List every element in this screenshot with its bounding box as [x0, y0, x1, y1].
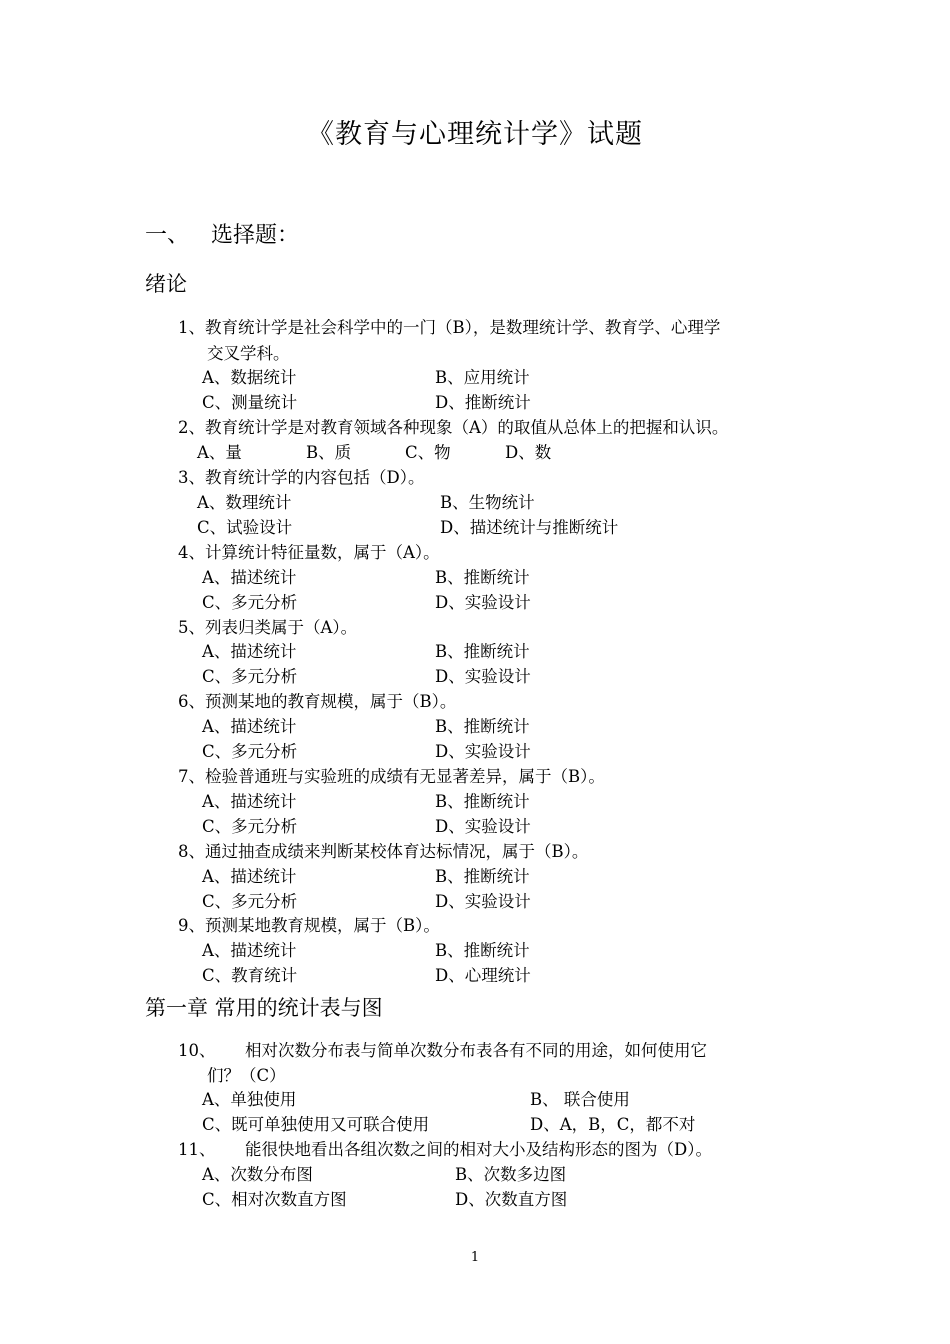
question-8-text: 8、通过抽查成绩来判断某校体育达标情况，属于（B）。 — [178, 842, 589, 861]
q8-option-d: D、实验设计 — [435, 892, 531, 911]
document-title: 《教育与心理统计学》试题 — [307, 119, 643, 150]
q9-option-a: A、描述统计 — [202, 941, 297, 960]
q5-option-d: D、实验设计 — [435, 667, 531, 686]
q1-option-b: B、应用统计 — [435, 368, 530, 387]
q3-option-a: A、数理统计 — [197, 493, 292, 512]
q9-option-d: D、心理统计 — [435, 966, 531, 985]
q2-option-c: C、物 — [405, 443, 451, 462]
q6-option-b: B、推断统计 — [435, 717, 530, 736]
section-heading — [145, 218, 299, 249]
q2-option-a: A、量 — [197, 443, 242, 462]
q7-option-d: D、实验设计 — [435, 817, 531, 836]
intro-heading: 绪论 — [145, 272, 187, 296]
q5-option-b: B、推断统计 — [435, 642, 530, 661]
q10-option-c: C、既可单独使用又可联合使用 — [202, 1115, 430, 1134]
question-1-text-cont: 交叉学科。 — [207, 344, 290, 363]
q2-option-d: D、数 — [505, 443, 552, 462]
q8-option-b: B、推断统计 — [435, 867, 530, 886]
question-11-number: 11、 — [178, 1140, 216, 1159]
q8-option-a: A、描述统计 — [202, 867, 297, 886]
q7-option-c: C、多元分析 — [202, 817, 298, 836]
q4-option-d: D、实验设计 — [435, 593, 531, 612]
q5-option-a: A、描述统计 — [202, 642, 297, 661]
q9-option-b: B、推断统计 — [435, 941, 530, 960]
q4-option-a: A、描述统计 — [202, 568, 297, 587]
question-3-text: 3、教育统计学的内容包括（D）。 — [178, 468, 425, 487]
q7-option-a: A、描述统计 — [202, 792, 297, 811]
question-10-text-cont: 们？（C） — [207, 1066, 286, 1085]
question-2-text: 2、教育统计学是对教育领域各种现象（A）的取值从总体上的把握和认识。 — [178, 418, 729, 437]
q11-option-a: A、次数分布图 — [202, 1165, 313, 1184]
q1-option-c: C、测量统计 — [202, 393, 298, 412]
q11-option-b: B、次数多边图 — [455, 1165, 567, 1184]
q11-option-c: C、相对次数直方图 — [202, 1190, 347, 1209]
q3-option-b: B、生物统计 — [440, 493, 535, 512]
q1-option-a: A、数据统计 — [202, 368, 297, 387]
page-number: 1 — [470, 1250, 480, 1265]
q5-option-c: C、多元分析 — [202, 667, 298, 686]
q6-option-c: C、多元分析 — [202, 742, 298, 761]
q9-option-c: C、教育统计 — [202, 966, 298, 985]
question-7-text: 7、检验普通班与实验班的成绩有无显著差异，属于（B）。 — [178, 767, 605, 786]
q10-option-b: B、 联合使用 — [530, 1090, 630, 1109]
question-5-text: 5、列表归类属于（A）。 — [178, 618, 358, 637]
q7-option-b: B、推断统计 — [435, 792, 530, 811]
question-10-number: 10、 — [178, 1041, 216, 1060]
q3-option-c: C、试验设计 — [197, 518, 293, 537]
q2-option-b: B、质 — [306, 443, 352, 462]
question-1-text: 1、教育统计学是社会科学中的一门（B），是数理统计学、教育学、心理学 — [178, 318, 721, 337]
q10-option-a: A、单独使用 — [202, 1090, 297, 1109]
q11-option-d: D、次数直方图 — [455, 1190, 568, 1209]
q4-option-b: B、推断统计 — [435, 568, 530, 587]
q3-option-d: D、描述统计与推断统计 — [440, 518, 619, 537]
q1-option-d: D、推断统计 — [435, 393, 531, 412]
q10-option-d: D、A，B，C，都不对 — [530, 1115, 696, 1134]
question-6-text: 6、预测某地的教育规模，属于（B）。 — [178, 692, 457, 711]
question-10-text: 相对次数分布表与简单次数分布表各有不同的用途，如何使用它 — [245, 1041, 707, 1060]
question-9-text: 9、预测某地教育规模，属于（B）。 — [178, 916, 440, 935]
question-11-text: 能很快地看出各组次数之间的相对大小及结构形态的图为（D）。 — [245, 1140, 712, 1159]
section-label: 选择题： — [211, 223, 300, 248]
q8-option-c: C、多元分析 — [202, 892, 298, 911]
chapter-1-heading: 第一章 常用的统计表与图 — [145, 996, 383, 1020]
question-4-text: 4、计算统计特征量数，属于（A）。 — [178, 543, 440, 562]
q6-option-a: A、描述统计 — [202, 717, 297, 736]
q6-option-d: D、实验设计 — [435, 742, 531, 761]
q4-option-c: C、多元分析 — [202, 593, 298, 612]
section-number: 一、 — [145, 223, 190, 248]
